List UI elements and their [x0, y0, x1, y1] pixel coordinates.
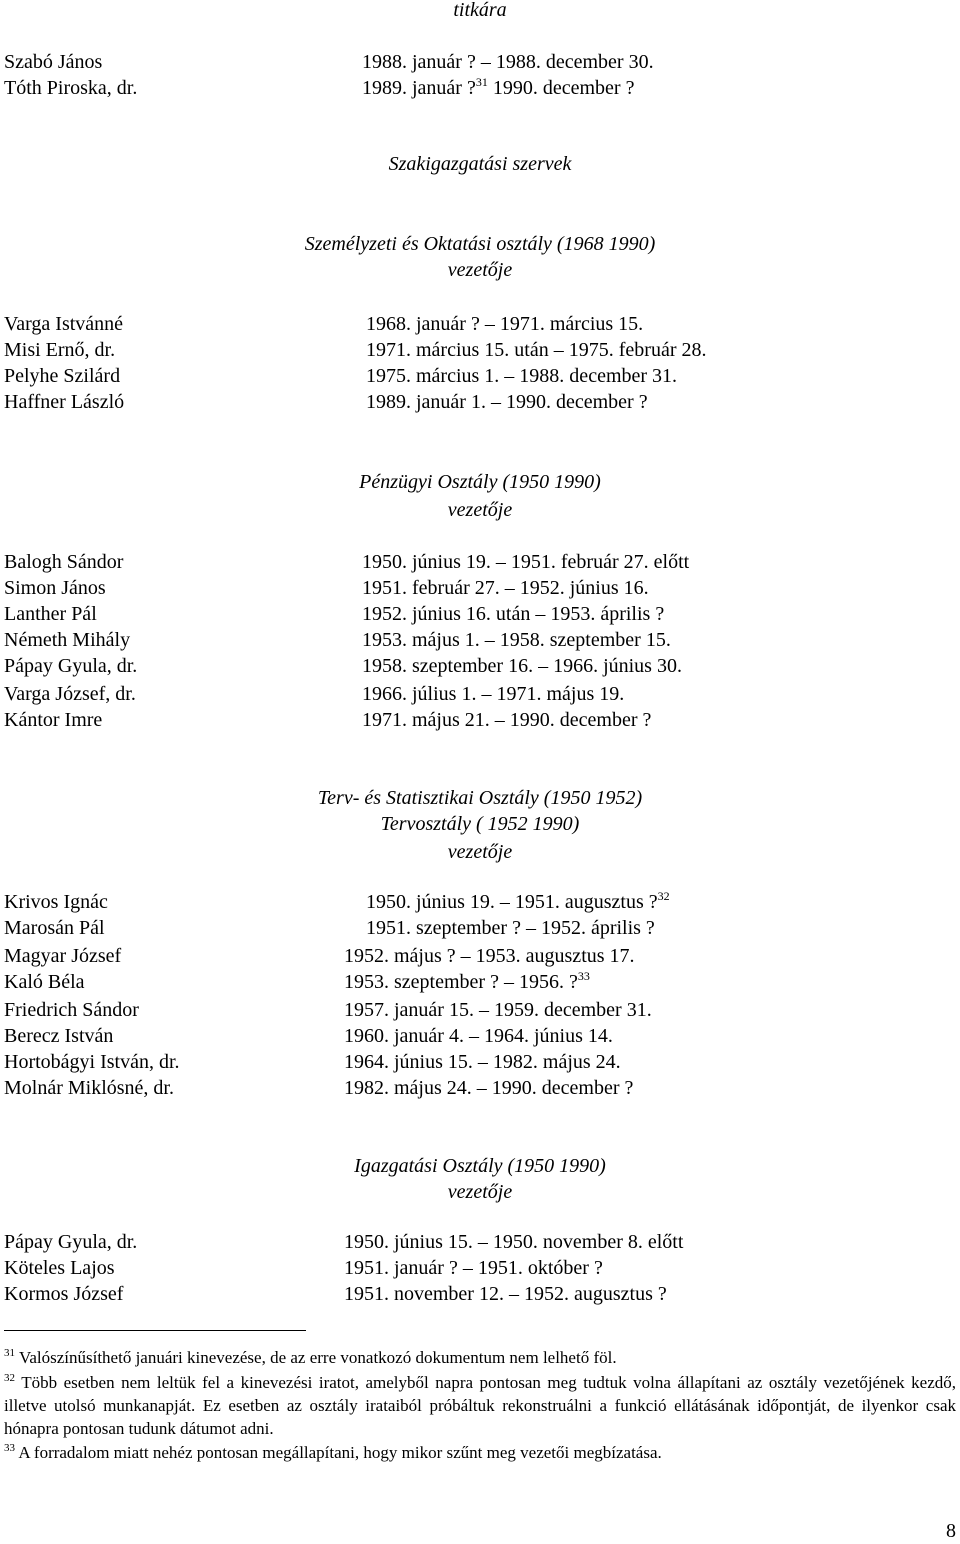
person-name: Lanther Pál	[4, 603, 97, 625]
footnote-text: Több esetben nem leltük fel a kinevezési iratot, amelyből napra pontosan meg tudtuk volna állapítani az osztály vezetőjének kezdő, illetve utolsó munkanapját. Ez esetben az osztály irataiból próbáltuk rekonstruálni a funkció ellátásának időpontját, de ilyenkor csak hónapra pontosan tudunk dátumot adni.	[4, 1373, 957, 1438]
tenure-dates: 1958. szeptember 16. – 1966. június 30.	[362, 655, 682, 677]
tenure-dates: 1964. június 15. – 1982. május 24.	[344, 1051, 621, 1073]
person-name: Kaló Béla	[4, 971, 85, 993]
person-name: Haffner László	[4, 391, 125, 413]
footnote-divider	[4, 1330, 306, 1331]
department-subtitle: vezetője	[447, 499, 513, 521]
department-title-secondary: Tervosztály ( 1952 1990)	[380, 813, 580, 835]
tenure-dates: 1982. május 24. – 1990. december ?	[344, 1077, 634, 1099]
person-name: Pelyhe Szilárd	[4, 365, 121, 387]
tenure-dates: 1957. január 15. – 1959. december 31.	[344, 999, 652, 1021]
continued-heading: titkára	[453, 0, 507, 21]
tenure-dates: 1966. július 1. – 1971. május 19.	[362, 683, 625, 705]
person-name: Varga Istvánné	[4, 313, 124, 335]
person-name: Pápay Gyula, dr.	[4, 1231, 138, 1253]
department-title: Terv- és Statisztikai Osztály (1950 1952)	[317, 787, 643, 809]
footnote-text: Valószínűsíthető januári kinevezése, de az erre vonatkozó dokumentum nem lelhető föl.	[18, 1348, 617, 1367]
person-name: Hortobágyi István, dr.	[4, 1051, 180, 1073]
tenure-dates: 1951. szeptember ? – 1952. április ?	[366, 917, 655, 939]
tenure-dates: 1975. március 1. – 1988. december 31.	[366, 365, 678, 387]
tenure-dates: 1971. május 21. – 1990. december ?	[362, 709, 652, 731]
footnote	[4, 1441, 956, 1464]
tenure-dates: 1953. szeptember ? – 1956. ?$^{33}$	[344, 969, 590, 993]
section-title: Szakigazgatási szervek	[388, 153, 572, 175]
footnote-number: 33	[4, 1442, 15, 1454]
tenure-dates: 1968. január ? – 1971. március 15.	[366, 313, 644, 335]
person-name: Pápay Gyula, dr.	[4, 655, 138, 677]
tenure-dates: 1988. január ? – 1988. december 30.	[362, 51, 654, 73]
footnote	[4, 1371, 956, 1440]
tenure-dates: 1951. február 27. – 1952. június 16.	[362, 577, 649, 599]
tenure-dates: 1971. március 15. után – 1975. február 28.	[366, 339, 707, 361]
footnote	[4, 1346, 956, 1369]
person-name: Simon János	[4, 577, 106, 599]
person-name: Molnár Miklósné, dr.	[4, 1077, 174, 1099]
tenure-dates: 1989. január ?$^{31}$ 1990. december ?	[362, 75, 635, 99]
footnote-ref: 31	[475, 75, 488, 89]
tenure-dates: 1951. január ? – 1951. október ?	[344, 1257, 603, 1279]
tenure-dates: 1952. június 16. után – 1953. április ?	[362, 603, 665, 625]
footnote-ref: 32	[657, 889, 670, 903]
person-name: Krivos Ignác	[4, 891, 108, 913]
page-number: 8	[946, 1520, 956, 1542]
person-name: Tóth Piroska, dr.	[4, 77, 138, 99]
person-name: Magyar József	[4, 945, 122, 967]
person-name: Marosán Pál	[4, 917, 105, 939]
department-title: Igazgatási Osztály (1950 1990)	[354, 1155, 606, 1177]
person-name: Köteles Lajos	[4, 1257, 115, 1279]
tenure-dates: 1951. november 12. – 1952. augusztus ?	[344, 1283, 667, 1305]
person-name: Misi Ernő, dr.	[4, 339, 116, 361]
person-name: Friedrich Sándor	[4, 999, 139, 1021]
footnote-text: A forradalom miatt nehéz pontosan megállapítani, hogy mikor szűnt meg vezetői megbízatása.	[18, 1443, 662, 1462]
person-name: Németh Mihály	[4, 629, 131, 651]
department-subtitle: vezetője	[447, 1181, 513, 1203]
tenure-dates: 1950. június 19. – 1951. február 27. előtt	[362, 551, 690, 573]
person-name: Kántor Imre	[4, 709, 103, 731]
tenure-dates: 1989. január 1. – 1990. december ?	[366, 391, 648, 413]
person-name: Szabó János	[4, 51, 103, 73]
footnote-number: 31	[4, 1347, 15, 1359]
tenure-dates: 1960. január 4. – 1964. június 14.	[344, 1025, 613, 1047]
tenure-dates: 1953. május 1. – 1958. szeptember 15.	[362, 629, 671, 651]
department-subtitle: vezetője	[447, 841, 513, 863]
department-title: Pénzügyi Osztály (1950 1990)	[359, 471, 601, 493]
person-name: Varga József, dr.	[4, 683, 136, 705]
tenure-dates: 1950. június 19. – 1951. augusztus ?$^{32}$	[366, 889, 670, 913]
person-name: Kormos József	[4, 1283, 124, 1305]
department-subtitle: vezetője	[447, 259, 513, 281]
department-title: Személyzeti és Oktatási osztály (1968 1990)	[304, 233, 656, 255]
tenure-dates: 1950. június 15. – 1950. november 8. előtt	[344, 1231, 684, 1253]
tenure-dates: 1952. május ? – 1953. augusztus 17.	[344, 945, 635, 967]
person-name: Balogh Sándor	[4, 551, 124, 573]
footnote-number: 32	[4, 1372, 15, 1384]
person-name: Berecz István	[4, 1025, 114, 1047]
footnote-ref: 33	[577, 969, 590, 983]
